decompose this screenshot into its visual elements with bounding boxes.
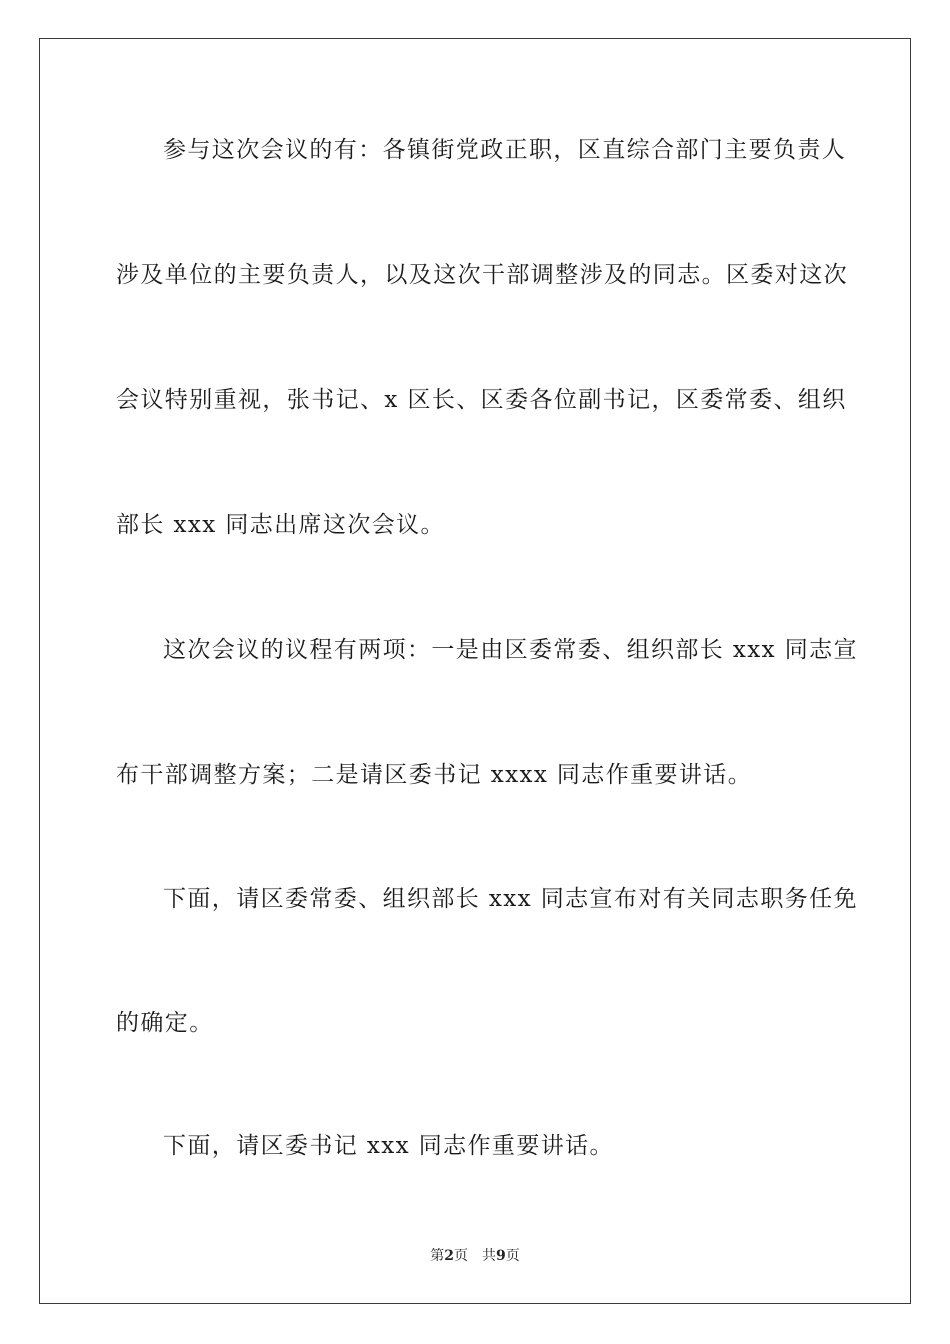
paragraph-3-line-1: 下面，请区委常委、组织部长 xxx 同志宣布对有关同志职务任免 bbox=[163, 886, 858, 912]
paragraph-2-line-2: 布干部调整方案；二是请区委书记 xxxx 同志作重要讲话。 bbox=[116, 762, 753, 788]
paragraph-4-line-1: 下面，请区委书记 xxx 同志作重要讲话。 bbox=[163, 1133, 614, 1159]
page-suffix: 页 bbox=[454, 1248, 468, 1264]
paragraph-1-line-3: 会议特别重视，张书记、x 区长、区委各位副书记，区委常委、组织 bbox=[116, 387, 847, 413]
paragraph-1-line-2: 涉及单位的主要负责人，以及这次干部调整涉及的同志。区委对这次 bbox=[116, 262, 848, 288]
document-body bbox=[116, 0, 858, 1230]
paragraph-2-line-1: 这次会议的议程有两项：一是由区委常委、组织部长 xxx 同志宣 bbox=[163, 637, 858, 663]
total-page-number: 9 bbox=[496, 1248, 506, 1264]
current-page-number: 2 bbox=[444, 1248, 454, 1264]
page-prefix: 第 bbox=[430, 1248, 445, 1264]
total-suffix: 页 bbox=[505, 1248, 520, 1264]
paragraph-1-line-4: 部长 xxx 同志出席这次会议。 bbox=[116, 512, 445, 538]
page-footer bbox=[0, 1247, 950, 1265]
paragraph-1-line-1: 参与这次会议的有：各镇街党政正职，区直综合部门主要负责人 bbox=[163, 137, 847, 163]
total-prefix: 共 bbox=[482, 1248, 496, 1264]
paragraph-3-line-2: 的确定。 bbox=[116, 1010, 214, 1036]
